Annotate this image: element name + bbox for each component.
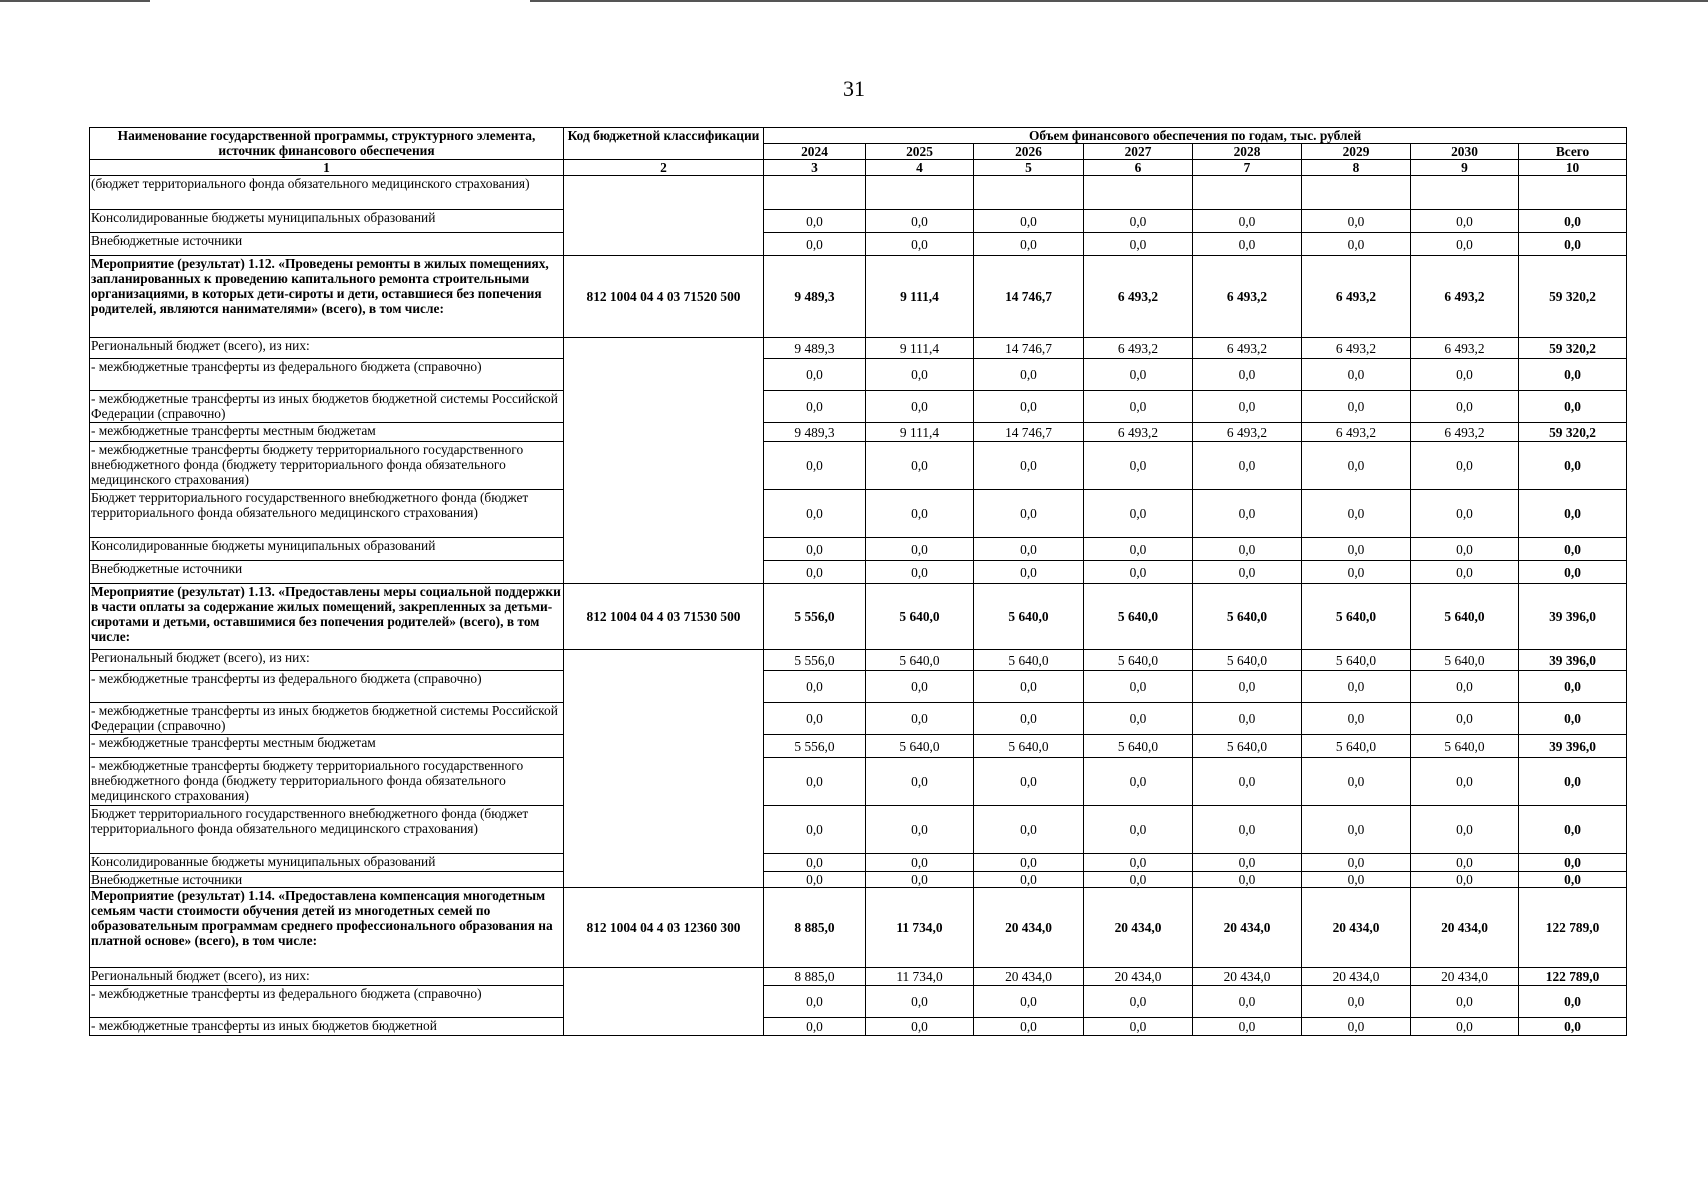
budget-code-empty [564, 968, 764, 1036]
table-row [90, 561, 1627, 584]
table-row [90, 442, 1627, 490]
row-name: Бюджет территориального государственного внебюджетного фонда (бюджет территориального фонда обязательного медицинского страхования) [90, 490, 564, 538]
total-value: 0,0 [1519, 1018, 1627, 1036]
year-value: 0,0 [1302, 703, 1411, 735]
year-value [974, 176, 1084, 210]
year-value: 0,0 [1193, 671, 1302, 703]
measure-row [90, 584, 1627, 650]
table-row [90, 968, 1627, 986]
header-year: 2028 [1193, 144, 1302, 160]
year-value [1411, 176, 1519, 210]
table-row [90, 703, 1627, 735]
year-value: 0,0 [1302, 210, 1411, 233]
year-value: 0,0 [974, 1018, 1084, 1036]
total-value: 0,0 [1519, 854, 1627, 872]
row-name: Консолидированные бюджеты муниципальных образований [90, 538, 564, 561]
year-value: 0,0 [1084, 872, 1193, 888]
row-name: Региональный бюджет (всего), из них: [90, 968, 564, 986]
year-value: 0,0 [1411, 490, 1519, 538]
year-value: 20 434,0 [1084, 888, 1193, 968]
year-value: 0,0 [866, 490, 974, 538]
year-value: 0,0 [1411, 872, 1519, 888]
year-value: 0,0 [1411, 561, 1519, 584]
year-value: 5 640,0 [866, 584, 974, 650]
year-value: 0,0 [1411, 442, 1519, 490]
year-value: 9 489,3 [764, 256, 866, 338]
table-row [90, 735, 1627, 758]
table-row [90, 986, 1627, 1018]
year-value: 0,0 [866, 233, 974, 256]
year-value: 0,0 [1302, 359, 1411, 391]
total-value: 0,0 [1519, 233, 1627, 256]
year-value: 0,0 [866, 359, 974, 391]
top-edge-mark [530, 0, 1708, 2]
year-value: 5 556,0 [764, 584, 866, 650]
total-value: 122 789,0 [1519, 888, 1627, 968]
year-value: 0,0 [1084, 490, 1193, 538]
year-value: 0,0 [1302, 1018, 1411, 1036]
year-value: 0,0 [1084, 233, 1193, 256]
total-value: 0,0 [1519, 538, 1627, 561]
year-value [866, 176, 974, 210]
year-value: 0,0 [764, 703, 866, 735]
table-row [90, 671, 1627, 703]
table-row [90, 650, 1627, 671]
year-value: 0,0 [866, 671, 974, 703]
year-value: 0,0 [1193, 359, 1302, 391]
year-value: 0,0 [764, 233, 866, 256]
year-value: 0,0 [1193, 233, 1302, 256]
year-value: 0,0 [1084, 703, 1193, 735]
year-value: 0,0 [1411, 986, 1519, 1018]
year-value: 6 493,2 [1411, 256, 1519, 338]
year-value: 0,0 [1411, 758, 1519, 806]
table-row [90, 872, 1627, 888]
year-value: 20 434,0 [974, 888, 1084, 968]
header-year: 2027 [1084, 144, 1193, 160]
year-value: 20 434,0 [1084, 968, 1193, 986]
table-row [90, 391, 1627, 423]
top-edge-mark [0, 0, 150, 2]
year-value: 0,0 [866, 1018, 974, 1036]
header-total: Всего [1519, 144, 1627, 160]
row-name: - межбюджетные трансферты бюджету территориального государственного внебюджетного фонда (бюджету территориального фонда обязательного медицинского страхования) [90, 758, 564, 806]
header-year: 2025 [866, 144, 974, 160]
year-value: 0,0 [1084, 806, 1193, 854]
year-value: 5 640,0 [1302, 735, 1411, 758]
year-value: 20 434,0 [1411, 968, 1519, 986]
year-value: 0,0 [974, 703, 1084, 735]
year-value: 11 734,0 [866, 888, 974, 968]
row-name: - межбюджетные трансферты из иных бюджетов бюджетной системы Российской Федерации (справочно) [90, 391, 564, 423]
year-value: 0,0 [1193, 986, 1302, 1018]
year-value: 5 640,0 [1193, 650, 1302, 671]
year-value: 0,0 [974, 561, 1084, 584]
row-name: Региональный бюджет (всего), из них: [90, 338, 564, 359]
year-value: 0,0 [1084, 561, 1193, 584]
total-value: 0,0 [1519, 806, 1627, 854]
year-value: 0,0 [764, 1018, 866, 1036]
year-value: 6 493,2 [1302, 423, 1411, 442]
row-name: Внебюджетные источники [90, 872, 564, 888]
year-value: 0,0 [764, 359, 866, 391]
header-code: Код бюджетной классификации [564, 128, 764, 160]
year-value: 0,0 [1193, 538, 1302, 561]
year-value: 0,0 [974, 391, 1084, 423]
year-value [1084, 176, 1193, 210]
year-value: 0,0 [764, 986, 866, 1018]
year-value: 0,0 [764, 391, 866, 423]
header-volume: Объем финансового обеспечения по годам, тыс. рублей [764, 128, 1627, 144]
year-value: 0,0 [1302, 806, 1411, 854]
year-value: 0,0 [1193, 758, 1302, 806]
year-value: 6 493,2 [1084, 423, 1193, 442]
table-row [90, 423, 1627, 442]
year-value: 0,0 [764, 671, 866, 703]
year-value: 20 434,0 [974, 968, 1084, 986]
year-value: 0,0 [1193, 854, 1302, 872]
year-value: 0,0 [1084, 854, 1193, 872]
budget-code: 812 1004 04 4 03 71530 500 [564, 584, 764, 650]
year-value: 5 640,0 [1411, 584, 1519, 650]
year-value: 0,0 [1084, 986, 1193, 1018]
year-value: 0,0 [866, 442, 974, 490]
year-value: 0,0 [1084, 359, 1193, 391]
year-value: 8 885,0 [764, 888, 866, 968]
row-name: - межбюджетные трансферты из иных бюджетов бюджетной системы Российской Федерации (справочно) [90, 703, 564, 735]
column-index: 6 [1084, 160, 1193, 176]
year-value: 0,0 [1411, 671, 1519, 703]
budget-code: 812 1004 04 4 03 71520 500 [564, 256, 764, 338]
year-value: 0,0 [1084, 758, 1193, 806]
year-value: 0,0 [866, 561, 974, 584]
row-name: Мероприятие (результат) 1.13. «Предоставлены меры социальной поддержки в части оплаты за содержание жилых помещений, закрепленных за детьми-сиротами и детьми, оставшимися без попечения родителей» (всего), в том числе: [90, 584, 564, 650]
year-value: 0,0 [1302, 986, 1411, 1018]
year-value: 20 434,0 [1302, 888, 1411, 968]
year-value: 0,0 [764, 490, 866, 538]
year-value: 0,0 [1411, 359, 1519, 391]
year-value: 5 640,0 [1302, 650, 1411, 671]
year-value: 6 493,2 [1302, 256, 1411, 338]
header-year: 2029 [1302, 144, 1411, 160]
row-name: - межбюджетные трансферты местным бюджетам [90, 423, 564, 442]
year-value: 0,0 [866, 703, 974, 735]
measure-row [90, 256, 1627, 338]
table-row [90, 233, 1627, 256]
year-value: 0,0 [866, 391, 974, 423]
year-value: 0,0 [1302, 561, 1411, 584]
measure-row [90, 888, 1627, 968]
year-value: 0,0 [974, 490, 1084, 538]
row-name: Внебюджетные источники [90, 561, 564, 584]
year-value: 6 493,2 [1193, 338, 1302, 359]
year-value: 0,0 [974, 233, 1084, 256]
row-name: - межбюджетные трансферты бюджету территориального государственного внебюджетного фонда (бюджету территориального фонда обязательного медицинского страхования) [90, 442, 564, 490]
year-value: 0,0 [1411, 391, 1519, 423]
header-index-row [90, 160, 1627, 176]
year-value: 0,0 [1411, 1018, 1519, 1036]
year-value: 20 434,0 [1193, 888, 1302, 968]
year-value: 9 111,4 [866, 338, 974, 359]
year-value: 14 746,7 [974, 256, 1084, 338]
year-value: 0,0 [1411, 806, 1519, 854]
column-index: 1 [90, 160, 564, 176]
row-name: Консолидированные бюджеты муниципальных образований [90, 210, 564, 233]
table-row [90, 210, 1627, 233]
year-value: 0,0 [1302, 442, 1411, 490]
row-name: - межбюджетные трансферты из федерального бюджета (справочно) [90, 359, 564, 391]
header-year: 2030 [1411, 144, 1519, 160]
year-value: 0,0 [866, 806, 974, 854]
year-value: 5 640,0 [974, 735, 1084, 758]
total-value: 0,0 [1519, 986, 1627, 1018]
year-value: 5 640,0 [1193, 735, 1302, 758]
year-value: 0,0 [1411, 210, 1519, 233]
year-value: 14 746,7 [974, 423, 1084, 442]
total-value: 59 320,2 [1519, 256, 1627, 338]
year-value: 0,0 [1084, 671, 1193, 703]
year-value: 0,0 [866, 986, 974, 1018]
year-value: 0,0 [866, 758, 974, 806]
year-value: 5 640,0 [1302, 584, 1411, 650]
year-value: 20 434,0 [1411, 888, 1519, 968]
row-name: Мероприятие (результат) 1.14. «Предоставлена компенсация многодетным семьям части стоимости обучения детей из многодетных семей по образовательным программам среднего профессионального образования на платной основе» (всего), в том числе: [90, 888, 564, 968]
total-value: 39 396,0 [1519, 650, 1627, 671]
year-value: 0,0 [974, 986, 1084, 1018]
year-value: 0,0 [866, 854, 974, 872]
row-name: (бюджет территориального фонда обязательного медицинского страхования) [90, 176, 564, 210]
year-value: 0,0 [1302, 671, 1411, 703]
row-name: - межбюджетные трансферты местным бюджетам [90, 735, 564, 758]
year-value: 5 640,0 [866, 735, 974, 758]
year-value: 0,0 [1193, 442, 1302, 490]
year-value: 0,0 [1084, 210, 1193, 233]
year-value: 0,0 [1302, 538, 1411, 561]
total-value: 39 396,0 [1519, 584, 1627, 650]
row-name: - межбюджетные трансферты из федерального бюджета (справочно) [90, 671, 564, 703]
year-value: 5 556,0 [764, 650, 866, 671]
year-value: 0,0 [974, 538, 1084, 561]
year-value: 0,0 [764, 872, 866, 888]
year-value: 5 640,0 [866, 650, 974, 671]
year-value: 0,0 [974, 854, 1084, 872]
year-value: 6 493,2 [1193, 256, 1302, 338]
financing-table [89, 127, 1627, 1036]
column-index: 8 [1302, 160, 1411, 176]
column-index: 5 [974, 160, 1084, 176]
year-value: 6 493,2 [1084, 256, 1193, 338]
row-name: Региональный бюджет (всего), из них: [90, 650, 564, 671]
header-name: Наименование государственной программы, структурного элемента, источник финансового обеспечения [90, 128, 564, 160]
total-value: 0,0 [1519, 490, 1627, 538]
year-value: 5 640,0 [1084, 650, 1193, 671]
year-value: 0,0 [1411, 703, 1519, 735]
total-value: 59 320,2 [1519, 423, 1627, 442]
total-value: 0,0 [1519, 703, 1627, 735]
year-value: 0,0 [1193, 210, 1302, 233]
total-value: 0,0 [1519, 758, 1627, 806]
total-value [1519, 176, 1627, 210]
year-value: 5 640,0 [1193, 584, 1302, 650]
budget-code: 812 1004 04 4 03 12360 300 [564, 888, 764, 968]
year-value: 14 746,7 [974, 338, 1084, 359]
year-value: 0,0 [1302, 872, 1411, 888]
year-value: 6 493,2 [1193, 423, 1302, 442]
total-value: 122 789,0 [1519, 968, 1627, 986]
year-value: 0,0 [974, 210, 1084, 233]
year-value: 8 885,0 [764, 968, 866, 986]
header-year: 2024 [764, 144, 866, 160]
year-value: 5 640,0 [1411, 650, 1519, 671]
table-row [90, 338, 1627, 359]
total-value: 0,0 [1519, 391, 1627, 423]
year-value: 5 640,0 [974, 650, 1084, 671]
total-value: 0,0 [1519, 210, 1627, 233]
year-value: 0,0 [974, 872, 1084, 888]
row-name: Консолидированные бюджеты муниципальных образований [90, 854, 564, 872]
table-row [90, 490, 1627, 538]
year-value: 0,0 [1411, 538, 1519, 561]
row-name: - межбюджетные трансферты из федерального бюджета (справочно) [90, 986, 564, 1018]
year-value: 0,0 [764, 561, 866, 584]
year-value: 0,0 [866, 872, 974, 888]
year-value: 0,0 [974, 758, 1084, 806]
year-value: 0,0 [974, 806, 1084, 854]
year-value: 0,0 [1084, 391, 1193, 423]
year-value: 0,0 [1193, 391, 1302, 423]
year-value: 20 434,0 [1193, 968, 1302, 986]
year-value: 5 640,0 [1411, 735, 1519, 758]
year-value: 0,0 [1302, 758, 1411, 806]
year-value: 0,0 [866, 538, 974, 561]
total-value: 0,0 [1519, 872, 1627, 888]
table-row [90, 176, 1627, 210]
year-value: 0,0 [1411, 854, 1519, 872]
year-value: 0,0 [764, 442, 866, 490]
total-value: 0,0 [1519, 442, 1627, 490]
year-value: 0,0 [1302, 854, 1411, 872]
year-value: 0,0 [764, 538, 866, 561]
year-value: 9 111,4 [866, 423, 974, 442]
year-value: 0,0 [1302, 391, 1411, 423]
year-value: 0,0 [1411, 233, 1519, 256]
year-value: 6 493,2 [1084, 338, 1193, 359]
budget-code-empty [564, 338, 764, 584]
table-row [90, 359, 1627, 391]
year-value: 5 640,0 [1084, 584, 1193, 650]
header-year: 2026 [974, 144, 1084, 160]
table-body [90, 176, 1627, 1036]
column-index: 9 [1411, 160, 1519, 176]
year-value [764, 176, 866, 210]
year-value: 0,0 [1193, 806, 1302, 854]
year-value: 11 734,0 [866, 968, 974, 986]
column-index: 4 [866, 160, 974, 176]
table-row [90, 806, 1627, 854]
year-value: 0,0 [764, 854, 866, 872]
year-value: 0,0 [974, 359, 1084, 391]
total-value: 59 320,2 [1519, 338, 1627, 359]
year-value [1302, 176, 1411, 210]
budget-code-empty [564, 176, 764, 256]
row-name: Бюджет территориального государственного внебюджетного фонда (бюджет территориального фонда обязательного медицинского страхования) [90, 806, 564, 854]
year-value: 0,0 [974, 442, 1084, 490]
year-value: 0,0 [1193, 1018, 1302, 1036]
total-value: 39 396,0 [1519, 735, 1627, 758]
column-index: 2 [564, 160, 764, 176]
total-value: 0,0 [1519, 671, 1627, 703]
year-value: 0,0 [1193, 490, 1302, 538]
year-value: 6 493,2 [1411, 338, 1519, 359]
table-row [90, 1018, 1627, 1036]
year-value: 6 493,2 [1411, 423, 1519, 442]
row-name: - межбюджетные трансферты из иных бюджетов бюджетной [90, 1018, 564, 1036]
row-name: Мероприятие (результат) 1.12. «Проведены ремонты в жилых помещениях, запланированных к проведению капитального ремонта строительными организациями, в которых дети-сироты и дети, оставшиеся без попечения родителей, являются нанимателями» (всего), в том числе: [90, 256, 564, 338]
table-row [90, 854, 1627, 872]
page-number: 31 [843, 76, 865, 101]
year-value: 5 640,0 [974, 584, 1084, 650]
column-index: 7 [1193, 160, 1302, 176]
year-value: 0,0 [764, 758, 866, 806]
year-value: 9 489,3 [764, 338, 866, 359]
year-value: 0,0 [1084, 442, 1193, 490]
column-index: 10 [1519, 160, 1627, 176]
year-value: 0,0 [974, 671, 1084, 703]
year-value: 0,0 [1302, 490, 1411, 538]
year-value: 0,0 [866, 210, 974, 233]
year-value: 0,0 [1193, 561, 1302, 584]
column-index: 3 [764, 160, 866, 176]
year-value: 0,0 [764, 210, 866, 233]
year-value: 0,0 [1302, 233, 1411, 256]
year-value: 6 493,2 [1302, 338, 1411, 359]
year-value: 0,0 [1084, 1018, 1193, 1036]
year-value [1193, 176, 1302, 210]
year-value: 20 434,0 [1302, 968, 1411, 986]
row-name: Внебюджетные источники [90, 233, 564, 256]
year-value: 9 489,3 [764, 423, 866, 442]
year-value: 5 640,0 [1084, 735, 1193, 758]
year-value: 5 556,0 [764, 735, 866, 758]
total-value: 0,0 [1519, 561, 1627, 584]
year-value: 9 111,4 [866, 256, 974, 338]
table-row [90, 758, 1627, 806]
year-value: 0,0 [764, 806, 866, 854]
budget-code-empty [564, 650, 764, 888]
year-value: 0,0 [1193, 872, 1302, 888]
table-row [90, 538, 1627, 561]
total-value: 0,0 [1519, 359, 1627, 391]
year-value: 0,0 [1193, 703, 1302, 735]
year-value: 0,0 [1084, 538, 1193, 561]
